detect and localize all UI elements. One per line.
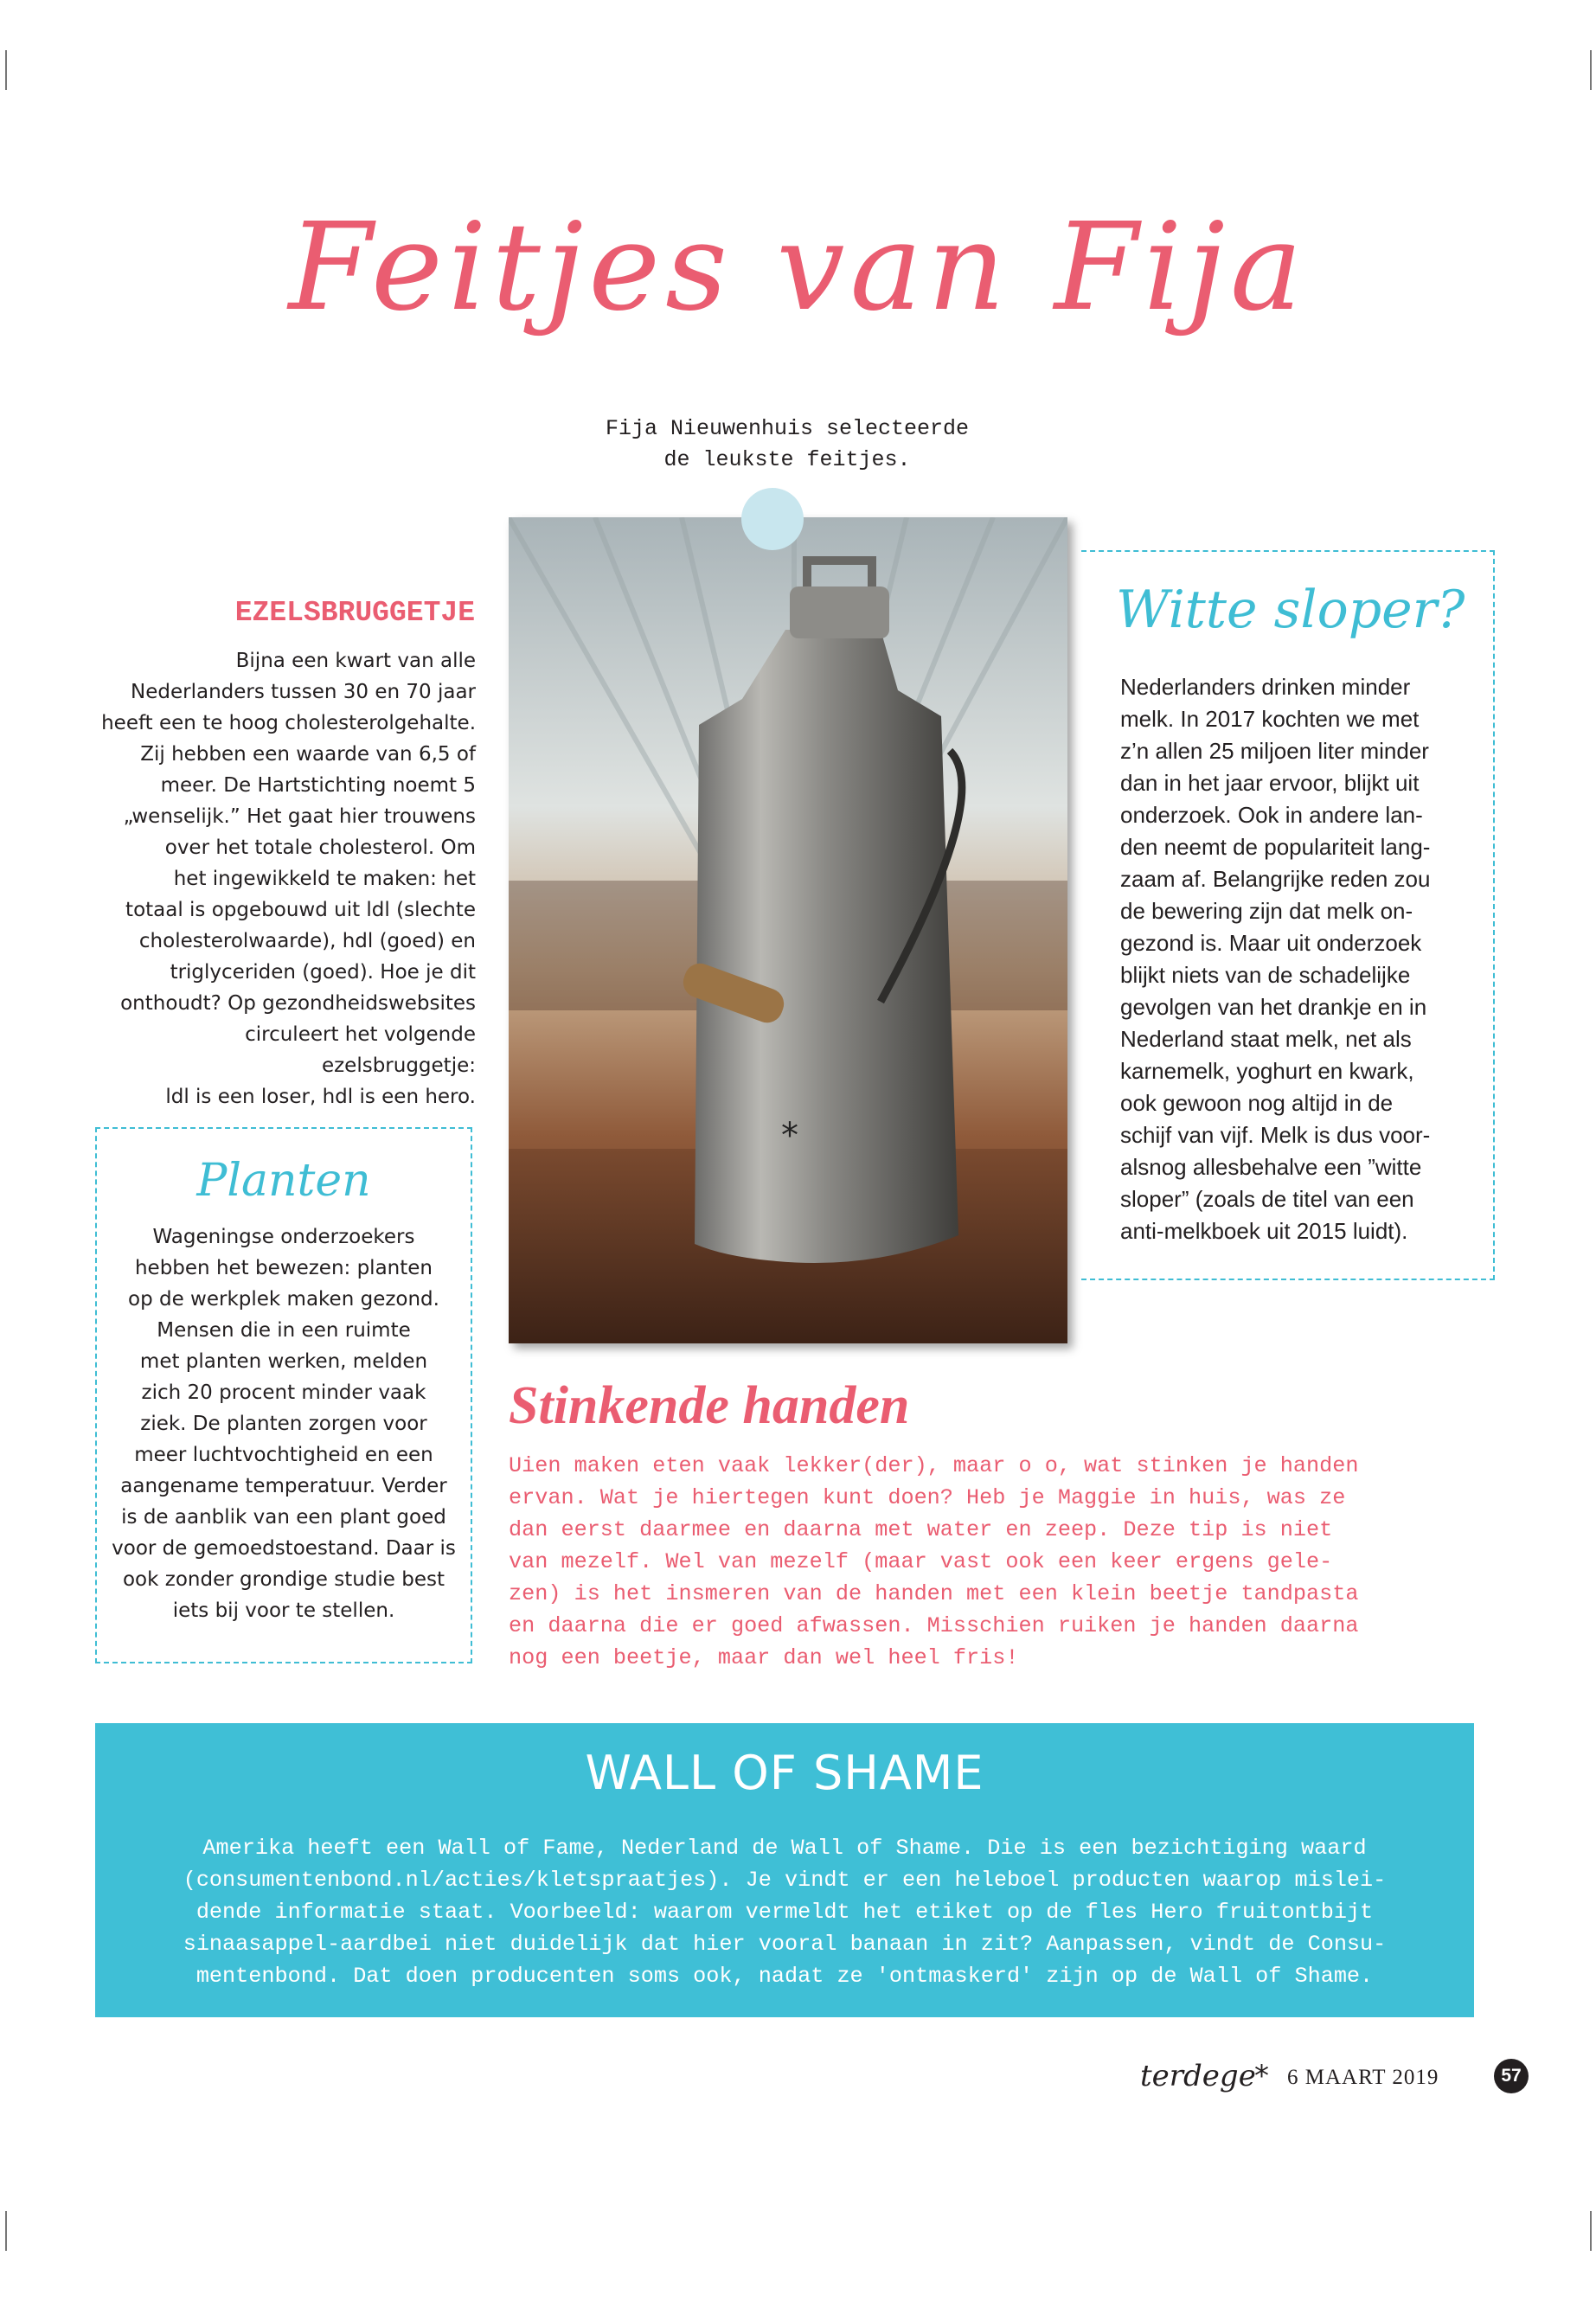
crop-mark xyxy=(1590,50,1592,90)
text-line: zich 20 procent minder vaak xyxy=(141,1381,426,1404)
asterisk-icon: * xyxy=(1254,2059,1269,2093)
text-line: ook gewoon nog altijd in de xyxy=(1120,1090,1394,1116)
text-line: dan eerst daarmee en daarna met water en zeep. Deze tip is niet xyxy=(509,1517,1333,1542)
text-line: ervan. Wat je hiertegen kunt doen? Heb je Maggie in huis, was ze xyxy=(509,1485,1346,1510)
magazine-name: terdege xyxy=(1140,2059,1256,2093)
page-title: Feitjes van Fija xyxy=(288,197,1308,338)
text-line: hebben het bewezen: planten xyxy=(134,1257,433,1279)
text-line: triglyceriden (goed). Hoe je dit xyxy=(170,961,476,984)
wall-of-shame-body xyxy=(130,1832,1439,1992)
planten-heading: Planten xyxy=(196,1155,371,1207)
text-line: over het totale cholesterol. Om xyxy=(164,836,476,859)
crop-mark xyxy=(5,2211,7,2251)
text-line: karnemelk, yoghurt en kwark, xyxy=(1120,1058,1414,1084)
text-line: het ingewikkeld te maken: het xyxy=(173,868,476,890)
text-line: de bewering zijn dat melk on- xyxy=(1120,898,1413,924)
text-line: circuleert het volgende ezelsbruggetje: xyxy=(245,1023,476,1077)
wall-of-shame-heading: WALL OF SHAME xyxy=(585,1746,984,1800)
text-line: ziek. De planten zorgen voor xyxy=(140,1413,427,1435)
text-line: mentenbond. Dat doen producenten soms ook, nadat ze 'ontmaskerd' zijn op de Wall of Shame. xyxy=(195,1964,1374,1989)
text-line: onderzoek. Ook in andere lan- xyxy=(1120,802,1423,828)
text-line: melk. In 2017 kochten we met xyxy=(1120,706,1420,732)
text-line: sloper” (zoals de titel van een xyxy=(1120,1186,1414,1212)
text-line: gevolgen van het drankje en in xyxy=(1120,994,1427,1020)
intro-text xyxy=(519,413,1055,476)
stinkende-handen-heading: Stinkende handen xyxy=(509,1376,910,1435)
text-line: schijf van vijf. Melk is dus voor- xyxy=(1120,1122,1431,1148)
can-asterisk: * xyxy=(781,1116,798,1156)
text-line: Nederlanders drinken minder xyxy=(1120,674,1411,700)
text-line: op de werkplek maken gezond. xyxy=(128,1288,439,1311)
issue-date: 6 MAART 2019 xyxy=(1287,2066,1439,2089)
text-line: iets bij voor te stellen. xyxy=(172,1599,395,1622)
pin-dot xyxy=(741,488,804,550)
text-line: dan in het jaar ervoor, blijkt uit xyxy=(1120,770,1420,796)
text-line: meer luchtvochtigheid en een xyxy=(134,1444,433,1466)
witte-sloper-body xyxy=(1120,671,1484,1247)
text-line: Nederlanders tussen 30 en 70 jaar xyxy=(131,681,476,703)
text-line: Nederland staat melk, net als xyxy=(1120,1026,1412,1052)
text-line: ldl is een loser, hdl is een hero. xyxy=(165,1086,476,1108)
text-line: totaal is opgebouwd uit ldl (slechte xyxy=(125,899,476,921)
can-body xyxy=(695,630,958,1263)
text-line: Bijna een kwart van alle xyxy=(235,650,476,672)
text-line: meer. De Hartstichting noemt 5 xyxy=(160,774,476,797)
text-line: heeft een te hoog cholesterolgehalte. xyxy=(101,712,476,734)
crop-mark xyxy=(1590,2211,1592,2251)
text-line: dende informatie staat. Voorbeeld: waarom vermeldt het etiket op de fles Hero fruitontbijt xyxy=(195,1900,1374,1925)
intro-line: de leukste feitjes. xyxy=(663,447,911,472)
text-line: (consumentenbond.nl/acties/kletspraatjes). Je vindt er een heleboel producten waarop mislei- xyxy=(183,1868,1387,1893)
text-line: gezond is. Maar uit onderzoek xyxy=(1120,930,1422,956)
intro-line: Fija Nieuwenhuis selecteerde xyxy=(605,416,970,441)
text-line: blijkt niets van de schadelijke xyxy=(1120,962,1411,988)
planten-body xyxy=(109,1221,458,1626)
text-line: z’n allen 25 miljoen liter minder xyxy=(1120,738,1429,764)
ezelsbruggetje-heading: EZELSBRUGGETJE xyxy=(234,597,475,629)
can-lid xyxy=(790,586,889,638)
text-line: Uien maken eten vaak lekker(der), maar o o, wat stinken je handen xyxy=(509,1453,1359,1478)
page-number: 57 xyxy=(1494,2059,1529,2093)
text-line: cholesterolwaarde), hdl (goed) en xyxy=(138,930,476,952)
text-line: onthoudt? Op gezondheidswebsites xyxy=(120,992,476,1015)
text-line: zen) is het insmeren van de handen met een klein beetje tandpasta xyxy=(509,1581,1359,1606)
text-line: sinaasappel-aardbei niet duidelijk dat hier vooral banaan in zit? Aanpassen, vindt de Consu- xyxy=(183,1932,1387,1957)
text-line: Wageningse onderzoekers xyxy=(152,1226,415,1248)
crop-mark xyxy=(5,50,7,90)
witte-sloper-heading: Witte sloper? xyxy=(1116,580,1465,640)
text-line: zaam af. Belangrijke reden zou xyxy=(1120,866,1431,892)
text-line: „wenselijk.” Het gaat hier trouwens xyxy=(123,805,476,828)
text-line: nog een beetje, maar dan wel heel fris! xyxy=(509,1645,1019,1670)
text-line: Amerika heeft een Wall of Fame, Nederland de Wall of Shame. Die is een bezichtiging waard xyxy=(202,1836,1367,1861)
text-line: den neemt de populariteit lang- xyxy=(1120,834,1431,860)
text-line: van mezelf. Wel van mezelf (maar vast ook een keer ergens gele- xyxy=(509,1549,1333,1574)
text-line: met planten werken, melden xyxy=(139,1350,428,1373)
milk-can-photo xyxy=(509,517,1067,1343)
text-line: Mensen die in een ruimte xyxy=(157,1319,411,1342)
text-line: Zij hebben een waarde van 6,5 of xyxy=(140,743,476,766)
stinkende-handen-body xyxy=(509,1450,1452,1674)
text-line: en daarna die er goed afwassen. Misschien ruiken je handen daarna xyxy=(509,1613,1359,1638)
text-line: voor de gemoedstoestand. Daar is xyxy=(112,1537,456,1560)
text-line: alsnog allesbehalve een ”witte xyxy=(1120,1154,1422,1180)
text-line: anti-melkboek uit 2015 luidt). xyxy=(1120,1218,1408,1244)
ezelsbruggetje-body xyxy=(95,645,476,1112)
text-line: is de aanblik van een plant goed xyxy=(121,1506,446,1529)
text-line: ook zonder grondige studie best xyxy=(122,1568,445,1591)
text-line: aangename temperatuur. Verder xyxy=(120,1475,447,1497)
